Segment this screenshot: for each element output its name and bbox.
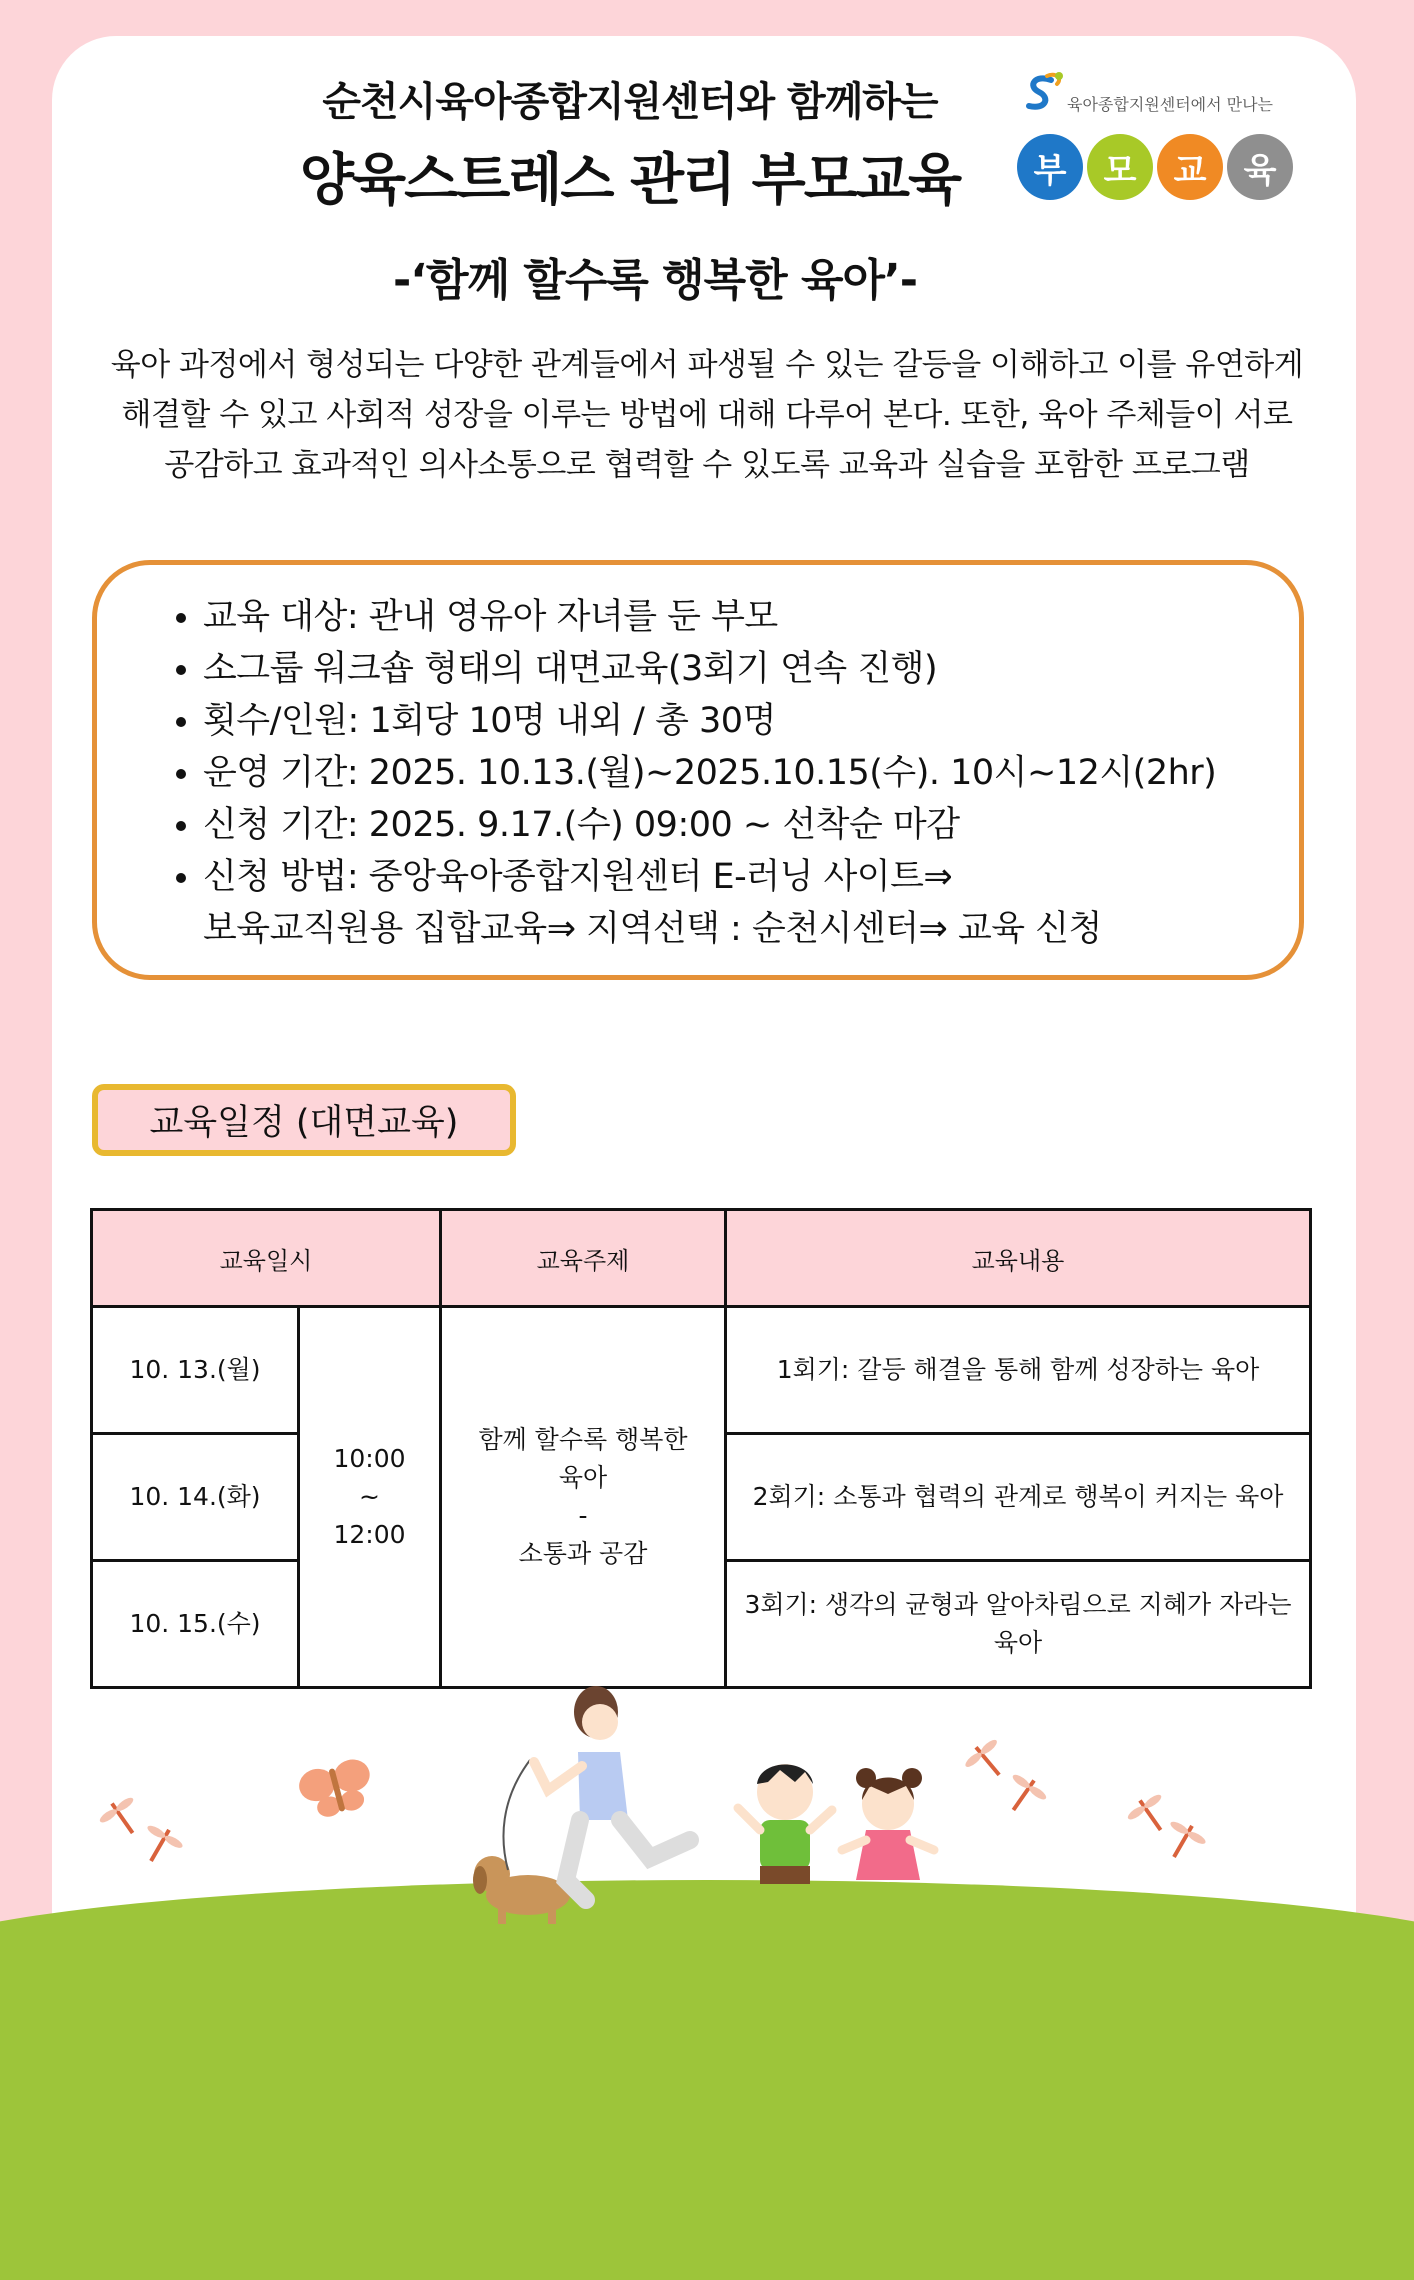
time-separator: ~ [359,1482,380,1511]
time-end: 12:00 [333,1520,406,1549]
application-method-line1: 신청 방법: 중앙육아종합지원센터 E-러닝 사이트⇒ [203,857,953,897]
date-cell: 10. 13.(월) [92,1307,299,1434]
program-description [82,340,1332,490]
logo-circle-bu: 부 [1017,134,1083,200]
grass-ground [0,1880,1414,2280]
poster-card [52,36,1356,2026]
topic-line: 함께 할수록 행복한 [478,1425,688,1454]
header-content: 교육내용 [726,1210,1311,1307]
parent-education-logo [1015,64,1305,204]
info-item-application-method [203,851,1216,955]
page-title: 양육스트레스 관리 부모교육 [299,148,961,213]
info-list [167,591,1216,955]
title-line-1: 순천시육아종합지원센터와 함께하는 [322,79,938,125]
time-start: 10:00 [333,1444,406,1473]
topic-line: 육아 [558,1463,608,1492]
content-cell: 1회기: 갈등 해결을 통해 함께 성장하는 육아 [726,1307,1311,1434]
table-header-row [92,1210,1311,1307]
info-item-target: • 교육 대상: 관내 영유아 자녀를 둔 부모 [203,591,1216,643]
schedule-badge: 교육일정 (대면교육) [92,1084,516,1156]
logo-circle-mo: 모 [1087,134,1153,200]
schedule-table [90,1208,1312,1689]
topic-line: - [578,1501,588,1530]
table-row [92,1307,1311,1434]
info-item-format: • 소그룹 워크숍 형태의 대면교육(3회기 연속 진행) [203,643,1216,695]
description-line: 공감하고 효과적인 의사소통으로 협력할 수 있도록 교육과 실습을 포함한 프로그램 [164,447,1250,483]
date-cell: 10. 15.(수) [92,1561,299,1688]
header-topic: 교육주제 [441,1210,726,1307]
time-cell [299,1307,441,1688]
logo-caption: 육아종합지원센터에서 만나는 [1067,95,1274,114]
info-item-capacity: • 횟수/인원: 1회당 10명 내외 / 총 30명 [203,695,1216,747]
content-cell: 2회기: 소통과 협력의 관계로 행복이 커지는 육아 [726,1434,1311,1561]
subtitle: -‘함께 할수록 행복한 육아’- [393,255,917,306]
description-line: 육아 과정에서 형성되는 다양한 관계들에서 파생될 수 있는 갈등을 이해하고 이를 유연하게 [110,347,1304,383]
logo-circle-yuk: 육 [1227,134,1293,200]
content-cell: 3회기: 생각의 균형과 알아차림으로 지혜가 자라는 육아 [726,1561,1311,1688]
topic-line: 소통과 공감 [518,1539,648,1568]
header-datetime: 교육일시 [92,1210,441,1307]
info-item-period: • 운영 기간: 2025. 10.13.(월)~2025.10.15(수). 10시~12시(2hr) [203,747,1216,799]
info-box [92,560,1304,980]
logo-circles [1017,134,1293,200]
logo-circle-gyo: 교 [1157,134,1223,200]
application-method-line2: 보육교직원용 집합교육⇒ 지역선택 : 순천시센터⇒ 교육 신청 [203,909,1102,949]
date-cell: 10. 14.(화) [92,1434,299,1561]
topic-cell [441,1307,726,1688]
description-line: 해결할 수 있고 사회적 성장을 이루는 방법에 대해 다루어 본다. 또한, 육아 주체들이 서로 [121,397,1293,433]
info-item-application-period: • 신청 기간: 2025. 9.17.(수) 09:00 ~ 선착순 마감 [203,799,1216,851]
swirl-s-icon [1021,70,1065,114]
